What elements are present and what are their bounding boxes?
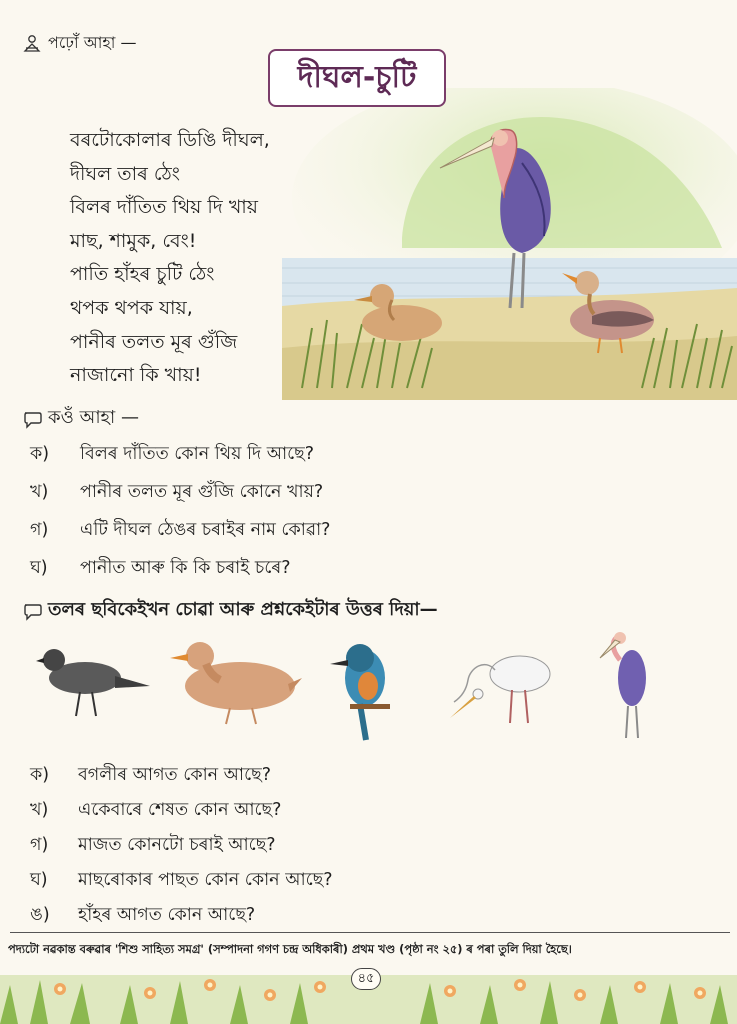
question-row (30, 902, 255, 931)
duck-figure (170, 642, 302, 724)
question-marker: খ) (30, 482, 49, 502)
speak-heading-text: কওঁ আহা — (48, 407, 139, 428)
read-instruction-text: পঢ়োঁ আহা — (48, 33, 137, 52)
question-marker: গ) (30, 835, 49, 855)
question-marker: ঙ) (30, 905, 50, 925)
question-row (30, 479, 323, 508)
crow-figure (36, 649, 150, 716)
stork-duck-illustration (282, 88, 737, 400)
poem-line: থপক থপক যায়, (70, 296, 193, 319)
question-row (30, 867, 333, 896)
source-footnote: পদ্যটো নৱকান্ত বৰুৱাৰ 'শিশু সাহিত্য সমগ্ৰ' (সম্পাদনা গগণ চন্দ্ৰ অধিকাৰী) প্ৰথম খণ্ড (পৃষ্ঠা নং ২৫) ৰ পৰা তুলি দিয়া হৈছে। (8, 942, 572, 956)
question-text: একেবাৰে শেষত কোন আছে? (78, 800, 282, 820)
read-instruction (22, 30, 137, 57)
speech-icon (22, 601, 44, 621)
question-text: বিলৰ দাঁতিত কোন থিয় দি আছে? (80, 444, 315, 464)
question-text: মাজত কোনটো চৰাই আছে? (78, 835, 276, 855)
question-row (30, 441, 314, 470)
poem-line: মাছ, শামুক, বেং! (70, 229, 197, 252)
poem-line: দীঘল তাৰ ঠেং (70, 162, 180, 185)
poem-line: পাতি হাঁহৰ চুটি ঠেং (70, 263, 215, 286)
question-text: পানীৰ তলত মূৰ গুঁজি কোনে খায়? (80, 482, 324, 502)
question-text: হাঁহৰ আগত কোন আছে? (78, 905, 256, 925)
page-number: ৪৫ (351, 968, 381, 990)
question-row (30, 797, 281, 826)
poem-body (70, 124, 270, 393)
question-text: মাছৰোকাৰ পাছত কোন কোন আছে? (78, 870, 333, 890)
question-marker: গ) (30, 520, 49, 540)
poem-title: দীঘল-চুটি (268, 49, 446, 107)
bird-row-illustration (30, 628, 710, 748)
question-marker: ক) (30, 444, 50, 464)
question-marker: ঘ) (30, 870, 48, 890)
reading-child-icon (22, 34, 42, 54)
question-row (30, 555, 291, 584)
question-marker: ঘ) (30, 558, 48, 578)
question-row (30, 517, 330, 546)
egret-figure (450, 656, 550, 723)
speech-icon (22, 409, 44, 429)
question-text: এটি দীঘল ঠেঙৰ চৰাইৰ নাম কোৱা? (80, 520, 331, 540)
poem-line: পানীৰ তলত মূৰ গুঁজি (70, 330, 238, 353)
question-marker: ক) (30, 765, 50, 785)
question-row (30, 762, 271, 791)
poem-line: বিলৰ দাঁতিত থিয় দি খায় (70, 196, 258, 219)
question-marker: খ) (30, 800, 49, 820)
poem-line: বৰটোকোলাৰ ডিঙি দীঘল, (70, 129, 270, 151)
question-text: পানীত আৰু কি কি চৰাই চৰে? (80, 558, 291, 578)
kingfisher-figure (330, 644, 390, 740)
speak-heading (22, 403, 139, 434)
question-text: বগলীৰ আগত কোন আছে? (78, 765, 272, 785)
stork-figure (600, 632, 646, 738)
observe-heading-text: তলৰ ছবিকেইখন চোৱা আৰু প্ৰশ্নকেইটাৰ উত্তৰ দিয়া— (48, 599, 438, 620)
question-row (30, 832, 276, 861)
footnote-divider (10, 932, 730, 933)
observe-heading (22, 595, 438, 626)
poem-line: নাজানো কি খায়! (70, 364, 202, 387)
